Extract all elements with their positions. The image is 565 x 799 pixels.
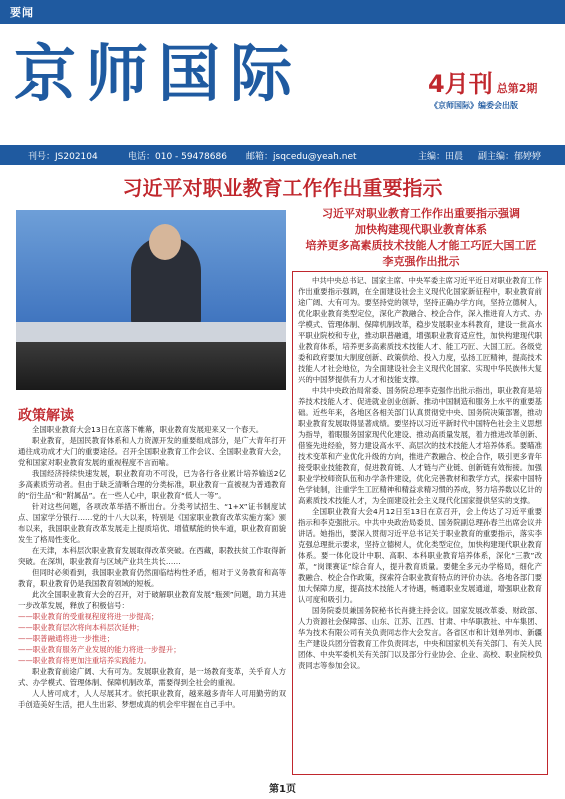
issue-number: 总第2期	[496, 82, 538, 95]
issue-info	[428, 64, 537, 99]
top-bar	[0, 0, 565, 24]
subtitle-line: 习近平对职业教育工作作出重要指示强调	[322, 207, 520, 220]
subtitle	[292, 206, 550, 270]
subtitle-line: 培养更多高素质技术技能人才能工巧匠大国工匠	[305, 239, 537, 252]
news-photo	[16, 210, 286, 390]
col-paragraph: 在天津，本科层次职业教育发展取得改革突破。在西藏，职教扶贫工作取得新突破。在深圳，职业教育与区域产业共生共长……	[18, 546, 286, 566]
section-label: 要闻	[10, 6, 34, 19]
col-paragraph: 职业教育前途广阔、大有可为。发展职业教育，是一场教育变革，关乎育人方式、办学模式、管理体制、保障机制改革，需要得到全社会的重视。	[18, 667, 286, 687]
col-paragraph: 全国职业教育大会13日在京落下帷幕，职业教育发展迎来又一个春天。	[32, 425, 264, 434]
col-paragraph: 我国经济持续快速发展，职业教育功不可没，已为各行各业累计培养输送2亿多高素质劳动者。但由于缺乏清晰合理的分类标准，职业教育一直被视为普通教育的“衍生品”和“附属品”。在一些人心中，职业教育“低人一等”。	[18, 469, 286, 500]
section-heading: 政策解读	[18, 408, 74, 424]
box-paragraph: 全国职业教育大会4月12日至13日在京召开，会上传达了习近平重要指示和李克强批示。中共中央政治局委员、国务院副总理孙春兰出席会议并讲话。她指出，要深入贯彻习近平总书记关于职业教育的重要指示，落实李克强总理批示要求，坚持立德树人，优化类型定位，加快构建现代职业教育体系。要一体化设计中职、高职、本科职业教育培养体系，深化“三教”改革，“岗课赛证”综合育人，提升教育质量。要健全多元办学格局，细化产教融合、校企合作政策，探索符合职业教育特点的评价办法。各地各部门要加大保障力度，提高技术技能人才待遇，畅通职业发展通道，增强职业教育认可度和吸引力。	[298, 507, 542, 604]
editor-board: 《京师国际》编委会出版	[430, 101, 518, 110]
col-paragraph: 针对这些问题，各项改革举措不断出台。分类考试招生、“1+X”证书制度试点、国家学分银行……党的十八大以来，特别是《国家职业教育改革实施方案》颁布以来，我国职业教育改革发展走上提质培优、增值赋能的快车道，职业教育面貌发生了格局性变化。	[18, 502, 286, 544]
headline: 习近平对职业教育工作作出重要指示	[122, 176, 443, 200]
subtitle-line: 加快构建现代职业教育体系	[355, 223, 487, 236]
chief-editor: 主编：田晨	[418, 152, 464, 162]
col-paragraph: 此次全国职业教育大会的召开，对于破解职业教育发展“瓶颈”问题，助力其进一步改革发展，释放了积极信号：	[18, 590, 286, 610]
red-item: ——职普融通将进一步推进；	[18, 634, 115, 643]
red-item: ——职业教育的受重视程度将进一步提高；	[18, 612, 159, 621]
email: 邮箱：jsqcedu@yeah.net	[246, 152, 357, 162]
phone: 电话：010 - 59478686	[128, 152, 227, 162]
page-number: 第1页	[269, 784, 296, 795]
col-paragraph: 职业教育，是国民教育体系和人力资源开发的重要组成部分，是广大青年打开通往成功成才大门的重要途径。召开全国职业教育工作会议、全国职业教育大会，党和国家对职业教育发展的重视程度不言而喻。	[18, 436, 286, 467]
issue-month: 4月刊	[428, 70, 493, 98]
policy-column	[18, 424, 286, 774]
col-paragraph: 人人皆可成才，人人尽展其才。依托职业教育，越来越多青年人可用勤劳的双手创造美好生活，把人生出彩、梦想成真的机会牢牢握在自己手中。	[18, 689, 286, 709]
masthead-title: 京师国际	[14, 37, 303, 110]
col-paragraph: 但同时必须看到，我国职业教育仍然面临结构性矛盾，相对于义务教育和高等教育，职业教育仍是我国教育领域的短板。	[18, 568, 286, 588]
red-item: ——职业教育服务产业发展的能力将进一步提升；	[18, 645, 181, 654]
deputy-editor: 副主编：郁婷婷	[478, 152, 542, 162]
subtitle-line: 李克强作出批示	[382, 255, 460, 268]
issue-code: 刊号：JS202104	[28, 152, 98, 162]
box-paragraph: 中共中央总书记、国家主席、中央军委主席习近平近日对职业教育工作作出重要指示强调，在全面建设社会主义现代化国家新征程中，职业教育前途广阔、大有可为。要坚持党的领导，坚持正确办学方向，坚持立德树人，优化职业教育类型定位，深化产教融合、校企合作，深入推进育人方式、办学模式、管理体制、保障机制改革，稳步发展职业本科教育，建设一批高水平职业院校和专业，推动职普融通，增强职业教育适应性，加快构建现代职业教育体系，培养更多高素质技术技能人才、能工巧匠、大国工匠。各级党委和政府要加大制度创新、政策供给、投入力度，弘扬工匠精神，提高技术技能人才社会地位，为全面建设社会主义现代化国家、实现中华民族伟大复兴的中国梦提供有力人才和技能支撑。	[298, 276, 542, 384]
info-bar	[0, 145, 565, 165]
red-item: ——职业教育将更加注重培养实践能力。	[18, 656, 152, 665]
red-item: ——职业教育层次将向本科层次延伸；	[18, 623, 144, 632]
box-paragraph: 中共中央政治局常委、国务院总理李克强作出批示指出，职业教育是培养技术技能人才、促进就业创业创新、推动中国制造和服务上水平的重要基础。近些年来，各地区各相关部门认真贯彻党中央、国务院决策部署，推动职业教育发展取得显著成绩。要坚持以习近平新时代中国特色社会主义思想为指导，着眼服务国家现代化建设、推动高质量发展，着力推进改革创新、借鉴先进经验，努力建设高水平、高层次的技术技能人才培养体系。要瞄准技术变革和产业优化升级的方向，推进产教融合、校企合作，吸引更多青年接受职业技能教育，促进教育链、人才链与产业链、创新链有效衔接。加强职业学校师资队伍和办学条件建设，优化完善教材和教学方式，探索中国特色学徒制，注重学生工匠精神和精益求精习惯的养成，努力培养数以亿计的高素质技术技能人才，为全面建设社会主义现代化国家提供坚实的支撑。	[298, 386, 542, 505]
news-box	[292, 271, 548, 775]
box-paragraph: 国务院委员兼国务院秘书长肖捷主持会议。国家发展改革委、财政部、人力资源社会保障部、山东、江苏、江西、甘肃、中华职教社、中车集团、华为技术有限公司有关负责同志作大会发言。各省区市和计划单列市、新疆生产建设兵团分管教育工作负责同志，中央和国家机关有关部门、有关人民团体、中央军委机关有关部门以及部分行业协会、企业、高校、职业院校负责同志等参加会议。	[298, 606, 542, 670]
